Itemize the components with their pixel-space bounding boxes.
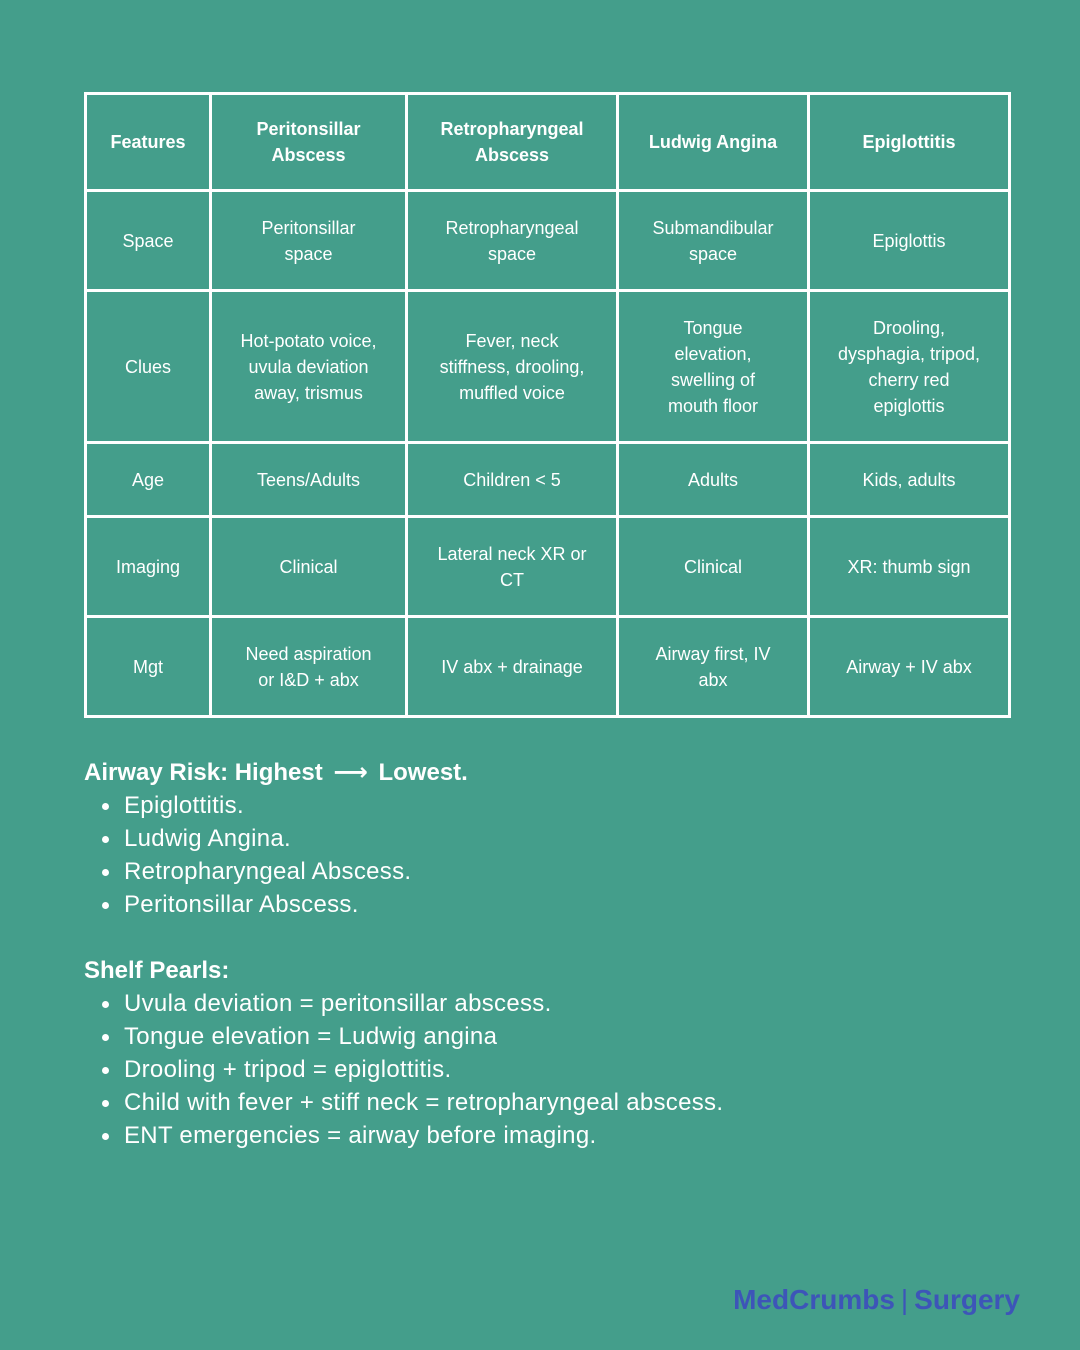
cell-text: Tongue elevation, swelling of mouth floor [667, 317, 759, 416]
list-item: Drooling + tripod = epiglottitis. [84, 1053, 1024, 1086]
table-cell [809, 617, 1010, 717]
brand-separator: | [900, 1284, 909, 1315]
table-row-space [86, 191, 1010, 291]
table-cell [407, 443, 618, 517]
row-label-cell [86, 291, 211, 443]
cell-text: Kids, adults [862, 469, 956, 490]
table-cell [809, 291, 1010, 443]
list-item: Peritonsillar Abscess. [84, 888, 1024, 921]
cell-text: Adults [687, 469, 739, 490]
table-cell [618, 517, 809, 617]
cell-text: Peritonsillar space [261, 217, 356, 264]
row-label-cell [86, 443, 211, 517]
cell-text: Submandibular space [652, 217, 774, 264]
cell-text: Hot-potato voice, uvula deviation away, trismus [240, 330, 377, 403]
table-cell [211, 291, 407, 443]
list-item: Uvula deviation = peritonsillar abscess. [84, 987, 1024, 1020]
table-cell [407, 517, 618, 617]
row-label: Space [122, 230, 174, 251]
table-cell [809, 191, 1010, 291]
table-cell [618, 191, 809, 291]
table-row-age [86, 443, 1010, 517]
cell-text: Airway first, IV abx [655, 643, 771, 690]
cell-text: Lateral neck XR or CT [437, 543, 587, 590]
table-row-clues [86, 291, 1010, 443]
cell-text: Epiglottis [872, 230, 946, 251]
list-item: ENT emergencies = airway before imaging. [84, 1119, 1024, 1152]
row-label: Mgt [132, 656, 163, 677]
table-cell [809, 443, 1010, 517]
airway-risk-list [84, 789, 1024, 921]
arrow-right-icon: ⟶ [333, 759, 368, 786]
brand-footer [733, 1282, 1020, 1318]
airway-risk-title-end: Lowest. [378, 759, 468, 786]
cell-text: Children < 5 [463, 469, 561, 490]
notes-section [84, 756, 1024, 1152]
table-cell [407, 191, 618, 291]
comparison-table-container [84, 92, 1008, 718]
cell-text: Clinical [683, 556, 743, 577]
comparison-table [84, 92, 1011, 718]
table-cell [809, 517, 1010, 617]
list-item: Ludwig Angina. [84, 822, 1024, 855]
table-cell [211, 191, 407, 291]
row-label: Clues [124, 356, 172, 377]
table-cell [211, 517, 407, 617]
table-cell [618, 443, 809, 517]
row-label: Imaging [115, 556, 181, 577]
header-label: Epiglottitis [862, 132, 956, 152]
header-label: Retropharyngeal Abscess [440, 119, 584, 165]
row-label-cell [86, 191, 211, 291]
table-row-imaging [86, 517, 1010, 617]
header-label: Ludwig Angina [648, 132, 778, 152]
row-label: Age [131, 469, 165, 490]
header-label: Features [110, 132, 186, 152]
cell-text: Airway + IV abx [846, 656, 972, 677]
header-features [86, 94, 211, 191]
header-label: Peritonsillar Abscess [256, 119, 361, 165]
shelf-pearls-list [84, 987, 1024, 1152]
brand-section: Surgery [914, 1284, 1020, 1315]
row-label-cell [86, 517, 211, 617]
airway-risk-title [84, 756, 1024, 789]
table-cell [407, 291, 618, 443]
cell-text: Clinical [279, 556, 338, 577]
list-item: Tongue elevation = Ludwig angina [84, 1020, 1024, 1053]
table-cell [407, 617, 618, 717]
table-cell [211, 443, 407, 517]
table-row-mgt [86, 617, 1010, 717]
list-item: Retropharyngeal Abscess. [84, 855, 1024, 888]
cell-text: IV abx + drainage [441, 656, 583, 677]
cell-text: Retropharyngeal space [445, 217, 579, 264]
list-item: Child with fever + stiff neck = retropharyngeal abscess. [84, 1086, 1024, 1119]
table-cell [211, 617, 407, 717]
header-peritonsillar-abscess [211, 94, 407, 191]
header-retropharyngeal-abscess [407, 94, 618, 191]
shelf-pearls-section [84, 954, 1024, 1152]
row-label-cell [86, 617, 211, 717]
airway-risk-title-start: Airway Risk: Highest [84, 759, 323, 786]
shelf-pearls-title: Shelf Pearls: [84, 957, 230, 984]
table-cell [618, 617, 809, 717]
cell-text: XR: thumb sign [847, 556, 971, 577]
table-header-row [86, 94, 1010, 191]
airway-risk-section [84, 756, 1024, 921]
header-ludwig-angina [618, 94, 809, 191]
header-epiglottitis [809, 94, 1010, 191]
brand-name: MedCrumbs [733, 1284, 895, 1315]
cell-text: Fever, neck stiffness, drooling, muffled voice [439, 330, 585, 403]
table-cell [618, 291, 809, 443]
list-item: Epiglottitis. [84, 789, 1024, 822]
cell-text: Drooling, dysphagia, tripod, cherry red epiglottis [837, 317, 981, 416]
cell-text: Need aspiration or I&D + abx [245, 643, 372, 690]
cell-text: Teens/Adults [256, 469, 361, 490]
